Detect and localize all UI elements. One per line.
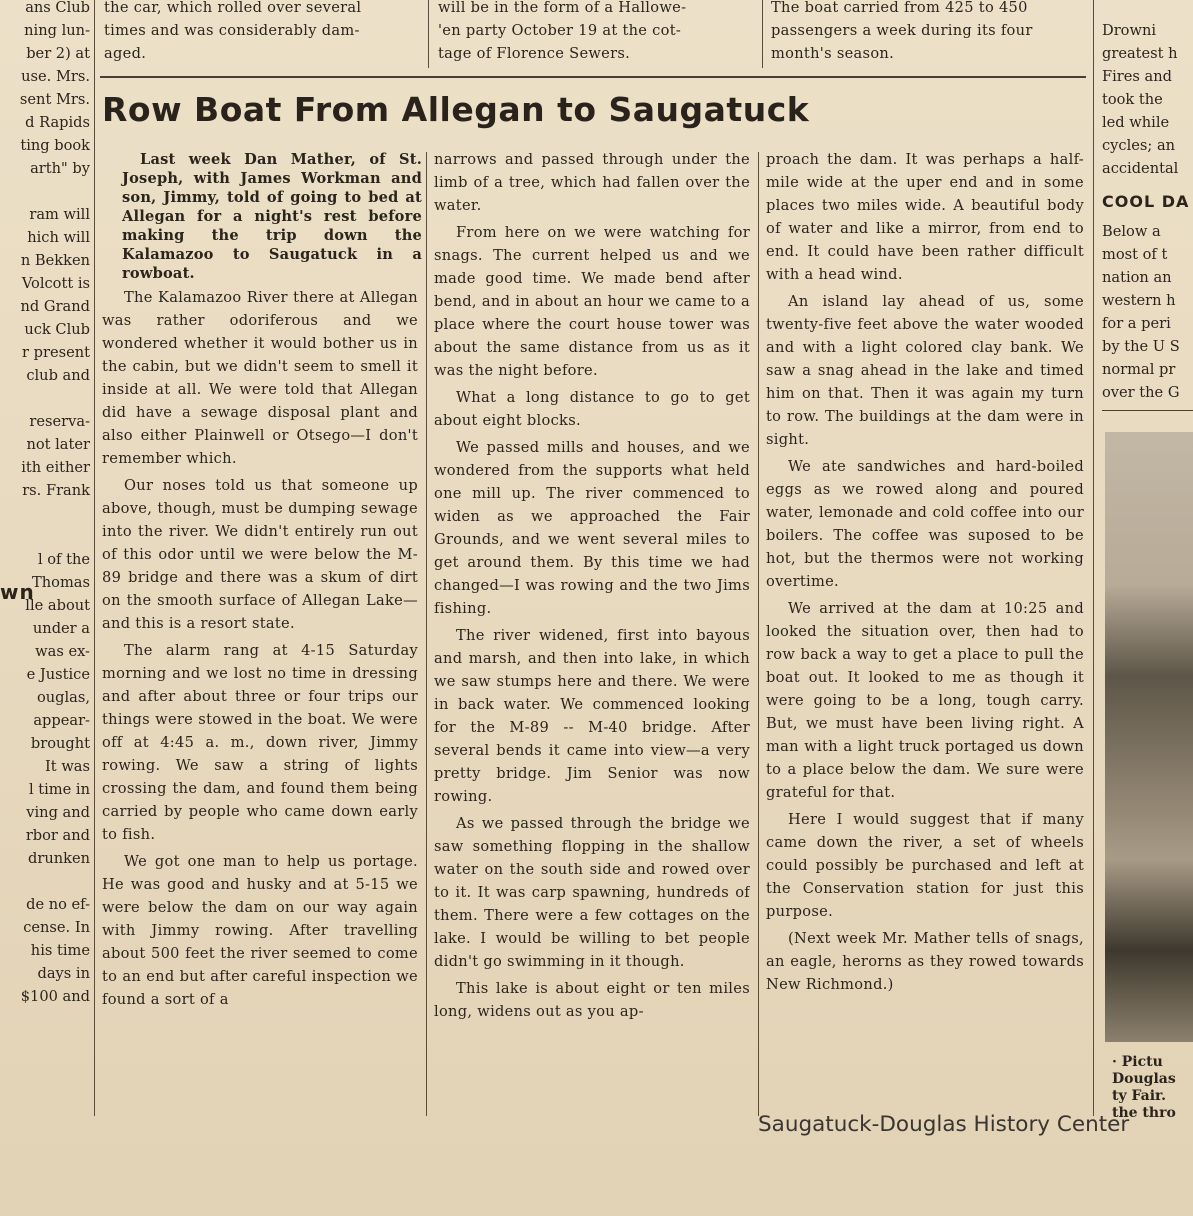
fragment-line: western h bbox=[1102, 292, 1176, 309]
fragment-line bbox=[1102, 0, 1193, 19]
fragment-line: ith either bbox=[21, 459, 90, 476]
column-rule bbox=[762, 0, 763, 68]
fragment-line: brought bbox=[30, 735, 90, 752]
article-deck: Last week Dan Mather, of St. Joseph, with James Workman and son, Jimmy, told of going to bed at Allegan for a night's rest before making the trip down the Kalamazoo to Saugatuck in a rowboat. bbox=[122, 151, 422, 282]
column-rule bbox=[428, 0, 429, 68]
text-line: 'en party October 19 at the cot- bbox=[438, 22, 682, 39]
fragment-line: e Justice bbox=[26, 666, 90, 683]
paragraph: The alarm rang at 4-15 Saturday morning and we lost no time in dressing and after about three or four trips our things were stowed in the boat. We were off at 4:45 a. m., down river, Jimmy rowing. We saw a string of lights crossing the dam, and found them being carried by people who came down early to fish. bbox=[102, 642, 418, 843]
fragment-line: Thomas bbox=[32, 574, 90, 591]
top-fragment-col4 bbox=[771, 0, 1089, 65]
fragment-line: n Bekken bbox=[20, 252, 90, 269]
left-fragment-column bbox=[0, 0, 90, 1008]
fragment-line: reserva- bbox=[29, 413, 90, 430]
paragraph: The river widened, first into bayous and marsh, and then into lake, in which we saw stumps here and there. We were in back water. We commenced looking for the M-89 -- M-40 bridge. After several bends it came into view—a very pretty bridge. Jim Senior was now rowing. bbox=[434, 627, 750, 805]
fragment-line: use. Mrs. bbox=[21, 68, 90, 85]
fragment-line: l of the bbox=[37, 551, 90, 568]
fragment-line: l time in bbox=[28, 781, 90, 798]
fragment-line: ting book bbox=[20, 137, 90, 154]
fragment-line: cycles; an bbox=[1102, 137, 1176, 154]
caption-line: ty Fair. bbox=[1112, 1088, 1167, 1104]
fragment-line: ving and bbox=[26, 804, 90, 821]
fragment-line: not later bbox=[26, 436, 90, 453]
text-line: the car, which rolled over several bbox=[104, 0, 362, 16]
article-column-3 bbox=[766, 148, 1084, 1118]
archive-credit: Saugatuck-Douglas History Center bbox=[758, 1112, 1130, 1137]
paragraph: proach the dam. It was perhaps a half-mile wide at the uper end and in some places two miles wide. A beautiful body of water and like a mirror, from end to end. It could have been rather difficult with a head wind. bbox=[766, 151, 1084, 283]
fragment-line: Fires and bbox=[1102, 68, 1172, 85]
fragment-line: ber 2) at bbox=[26, 45, 90, 62]
left-fragment-heading: wn bbox=[0, 580, 35, 604]
caption-line: Douglas bbox=[1112, 1071, 1176, 1087]
caption-line: · Pictu bbox=[1112, 1054, 1163, 1070]
right-fragment-heading: COOL DA bbox=[1102, 192, 1190, 211]
fragment-line: led while bbox=[1102, 114, 1170, 131]
section-rule bbox=[1102, 410, 1193, 411]
paragraph: Here I would suggest that if many came down the river, a set of wheels could possibly be purchased and left at the Conservation station for just this purpose. bbox=[766, 811, 1084, 920]
fragment-line: appear- bbox=[33, 712, 90, 729]
fragment-line: drunken bbox=[28, 850, 90, 867]
paragraph: We ate sandwiches and hard-boiled eggs as we rowed along and poured water, lemonade and cold coffee into our boilers. The coffee was suposed to be hot, but the thermos were not working overtime. bbox=[766, 458, 1084, 590]
fragment-line: was ex- bbox=[35, 643, 90, 660]
right-fragment-bottom bbox=[1102, 220, 1193, 404]
fragment-line: for a peri bbox=[1102, 315, 1171, 332]
fragment-line: Drowni bbox=[1102, 22, 1157, 39]
fragment-line bbox=[0, 525, 90, 548]
fragment-line: rs. Frank bbox=[22, 482, 90, 499]
fragment-line: by the U S bbox=[1102, 338, 1180, 355]
fragment-line: under a bbox=[32, 620, 90, 637]
paragraph: We got one man to help us portage. He was good and husky and at 5-15 we were below the dam on our way again with Jimmy rowing. After travelling about 500 feet the river seemed to come to an end but after careful inspection we found a sort of a bbox=[102, 853, 418, 1008]
fragment-line bbox=[0, 870, 90, 893]
fragment-line: ram will bbox=[29, 206, 90, 223]
right-fragment-top bbox=[1102, 0, 1193, 180]
fragment-line: club and bbox=[26, 367, 90, 384]
paragraph: From here on we were watching for snags. The current helped us and we made good time. We made bend after bend, and in about an hour we came to a place where the court house tower was about the same distance from us as it was the night before. bbox=[434, 224, 750, 379]
text-line: The boat carried from 425 to 450 bbox=[771, 0, 1028, 16]
article-column-2 bbox=[434, 148, 750, 1118]
column-rule bbox=[758, 152, 759, 1116]
fragment-line: uck Club bbox=[24, 321, 90, 338]
paragraph: We arrived at the dam at 10:25 and looked the situation over, then had to row back a way to get a place to pull the boat out. It looked to me as though it were going to be a long, tough carry. But, we must have been living right. A man with a light truck portaged us down to a place below the dam. We sure were grateful for that. bbox=[766, 600, 1084, 801]
fragment-line: de no ef- bbox=[26, 896, 90, 913]
fragment-line: ning lun- bbox=[24, 22, 90, 39]
fragment-line: normal pr bbox=[1102, 361, 1176, 378]
fragment-line: nd Grand bbox=[20, 298, 90, 315]
fragment-line: Below a bbox=[1102, 223, 1161, 240]
paragraph: As we passed through the bridge we saw something flopping in the shallow water on the south side and rowed over to it. It was carp spawning, hundreds of them. There were a few cottages on the lake. I would be willing to bet people didn't go swimming in it though. bbox=[434, 815, 750, 970]
paragraph: This lake is about eight or ten miles long, widens out as you ap- bbox=[434, 980, 750, 1020]
article-headline: Row Boat From Allegan to Saugatuck bbox=[102, 90, 810, 129]
fragment-line: Volcott is bbox=[21, 275, 90, 292]
fragment-line: took the bbox=[1102, 91, 1163, 108]
text-line: tage of Florence Sewers. bbox=[438, 45, 631, 62]
fragment-line: days in bbox=[37, 965, 90, 982]
paragraph: Our noses told us that someone up above, though, must be dumping sewage into the river. We didn't entirely run out of this odor until we were below the M-89 bridge and there was a skum of dirt on the smooth surface of Allegan Lake—and this is a resort state. bbox=[102, 477, 418, 632]
text-line: times and was considerably dam- bbox=[104, 22, 360, 39]
fragment-line: r present bbox=[22, 344, 90, 361]
text-line: month's season. bbox=[771, 45, 895, 62]
fragment-line: arth" by bbox=[30, 160, 90, 177]
fragment-line: greatest h bbox=[1102, 45, 1178, 62]
fragment-line: his time bbox=[30, 942, 90, 959]
text-line: aged. bbox=[104, 45, 147, 62]
paragraph: We passed mills and houses, and we wondered from the supports what held one mill up. The river commenced to widen as we approached the Fair Grounds, and we went several miles to get around them. By this time we had changed—I was rowing and the two Jims fishing. bbox=[434, 439, 750, 617]
fragment-line bbox=[0, 502, 90, 525]
paragraph: narrows and passed through under the limb of a tree, which had fallen over the water. bbox=[434, 151, 750, 214]
text-line: will be in the form of a Hallowe- bbox=[438, 0, 687, 16]
column-rule bbox=[426, 152, 427, 1116]
article-column-1 bbox=[102, 286, 418, 1116]
paragraph: (Next week Mr. Mather tells of snags, an eagle, herorns as they rowed towards New Richmond.) bbox=[766, 930, 1084, 993]
fragment-line: over the G bbox=[1102, 384, 1180, 401]
caption-line: the thro bbox=[1112, 1105, 1176, 1121]
photo bbox=[1105, 432, 1193, 1042]
fragment-line: accidental bbox=[1102, 160, 1179, 177]
top-fragment-col3 bbox=[438, 0, 754, 65]
fragment-line: It was bbox=[45, 758, 90, 775]
fragment-line: nation an bbox=[1102, 269, 1172, 286]
paragraph: The Kalamazoo River there at Allegan was rather odoriferous and we wondered whether it would bother us in the cabin, but we didn't seem to smell it inside at all. We were told that Allegan did have a sewage disposal plant and also either Plainwell or Otsego—I don't remember which. bbox=[102, 289, 418, 467]
fragment-line: lle about bbox=[25, 597, 90, 614]
fragment-line: cense. In bbox=[23, 919, 90, 936]
fragment-line bbox=[0, 180, 90, 203]
column-rule bbox=[94, 0, 95, 1116]
paragraph: What a long distance to go to get about eight blocks. bbox=[434, 389, 750, 429]
paragraph: An island lay ahead of us, some twenty-five feet above the water wooded and with a light colored clay bank. We saw a snag ahead in the lake and timed him on that. Then it was again my turn to row. The buildings at the dam were in sight. bbox=[766, 293, 1084, 448]
top-fragment-col2 bbox=[104, 0, 420, 65]
section-rule bbox=[100, 76, 1086, 78]
fragment-line: rbor and bbox=[25, 827, 90, 844]
fragment-line bbox=[0, 387, 90, 410]
fragment-line: ans Club bbox=[25, 0, 90, 16]
fragment-line: ouglas, bbox=[36, 689, 90, 706]
fragment-line: $100 and bbox=[20, 988, 90, 1005]
fragment-line: most of t bbox=[1102, 246, 1168, 263]
fragment-line: d Rapids bbox=[25, 114, 90, 131]
column-rule bbox=[1093, 0, 1094, 1116]
fragment-line: hich will bbox=[27, 229, 90, 246]
fragment-line: sent Mrs. bbox=[19, 91, 90, 108]
text-line: passengers a week during its four bbox=[771, 22, 1033, 39]
